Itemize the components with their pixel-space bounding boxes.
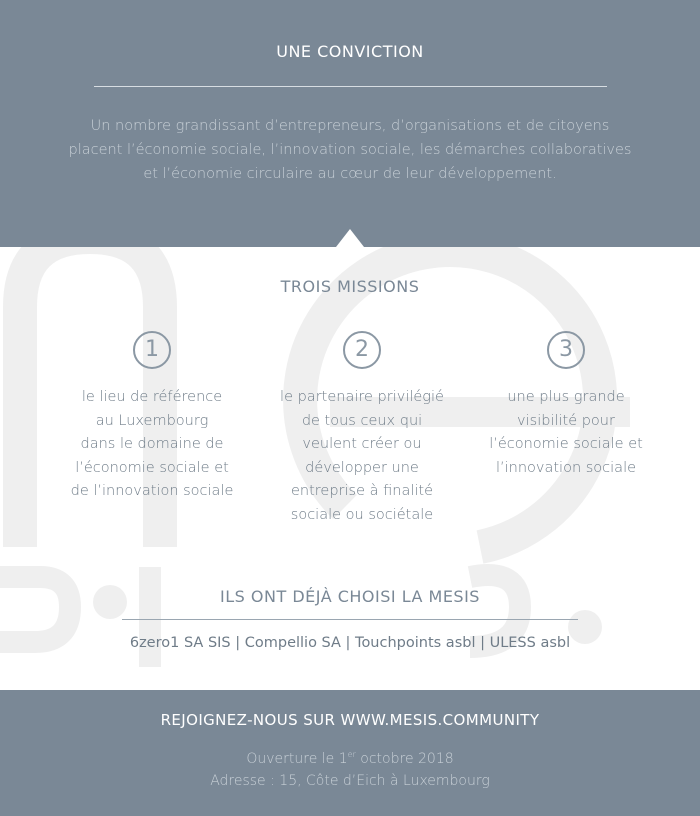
mission-number-badge: 2: [343, 331, 381, 369]
opening-and-address: [0, 744, 700, 792]
mission-line: développer une: [305, 459, 419, 476]
opening-prefix: Ouverture le 1: [246, 751, 348, 767]
missions-title: TROIS MISSIONS: [280, 277, 420, 296]
join-call-to-action: REJOIGNEZ-NOUS SUR WWW.MESIS.COMMUNITY: [160, 711, 540, 729]
conviction-line: placent l’économie sociale, l’innovation sociale, les démarches collaboratives: [68, 142, 632, 158]
mission-line: l’innovation sociale: [495, 459, 637, 476]
mission-text: [57, 386, 247, 504]
mission-line: visibilité pour: [517, 412, 615, 429]
conviction-text: [60, 114, 640, 186]
mission-line: entreprise à finalité: [290, 483, 433, 500]
mission-text: [471, 386, 661, 480]
mission-text: [267, 386, 457, 528]
section-notch: [336, 229, 364, 247]
mission-line: le partenaire privilégié: [280, 389, 444, 405]
conviction-line: Un nombre grandissant d’entrepreneurs, d’organisations et de citoyens: [90, 118, 610, 134]
mission-line: l’économie sociale et: [489, 436, 643, 453]
mission-line: veulent créer ou: [302, 436, 422, 453]
mission-number-badge: 3: [547, 331, 585, 369]
missions-section: [0, 247, 700, 690]
mission-line: l’économie sociale et: [75, 459, 229, 476]
conviction-title: UNE CONVICTION: [276, 42, 424, 61]
mission-2: [267, 331, 457, 528]
conviction-section: [0, 0, 700, 247]
mission-1: [57, 331, 247, 504]
footer-section: [0, 690, 700, 816]
conviction-line: et l’économie circulaire au cœur de leur développement.: [143, 166, 557, 182]
mission-line: au Luxembourg: [95, 412, 209, 429]
mission-line: de l’innovation sociale: [70, 483, 234, 500]
mission-line: dans le domaine de: [80, 436, 224, 453]
conviction-divider: [94, 86, 607, 87]
member-list: 6zero1 SA SIS | Compellio SA | Touchpoints asbl | ULESS asbl: [129, 635, 571, 651]
opening-ordinal: er: [347, 750, 356, 759]
mission-3: [471, 331, 661, 480]
mission-line: une plus grande: [507, 389, 625, 405]
mission-number-badge: 1: [133, 331, 171, 369]
opening-date: [0, 744, 700, 770]
mission-line: le lieu de référence: [81, 389, 223, 405]
opening-suffix: octobre 2018: [355, 751, 454, 767]
chosen-title: ILS ONT DÉJÀ CHOISI LA MESIS: [220, 587, 480, 606]
mission-line: de tous ceux qui: [301, 412, 423, 429]
chosen-divider: [122, 619, 578, 620]
address: Adresse : 15, Côte d’Eich à Luxembourg: [210, 773, 490, 789]
mission-line: sociale ou sociétale: [290, 506, 434, 523]
